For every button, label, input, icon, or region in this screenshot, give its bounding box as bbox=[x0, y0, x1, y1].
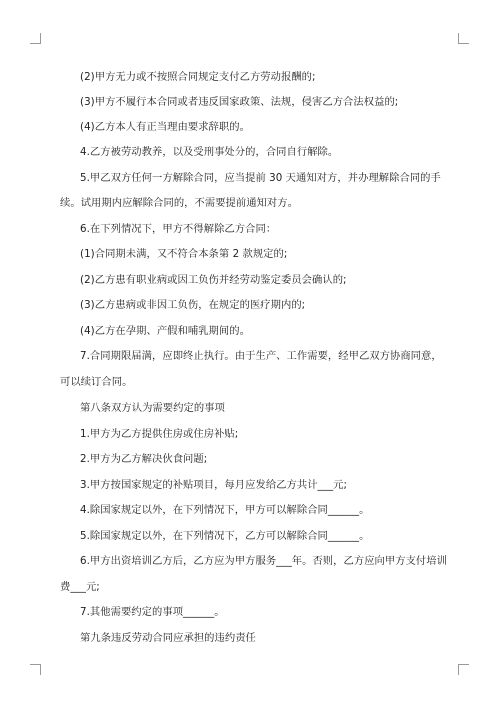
paragraph-line: (1)合同期未满，又不符合本条第 2 款规定的; bbox=[80, 248, 288, 260]
paragraph-line: (4)乙方在孕期、产假和哺乳期间的。 bbox=[80, 325, 250, 337]
paragraph-line: 7.合同期限届满，应即终止执行。由于生产、工作需要，经甲乙双方协商同意， bbox=[80, 350, 442, 362]
paragraph-line: 续。试用期内应解除合同的，不需要提前通知对方。 bbox=[60, 197, 298, 209]
section-heading: 第八条双方认为需要约定的事项 bbox=[80, 402, 225, 414]
paragraph-line: 6.在下列情况下，甲方不得解除乙方合同： bbox=[80, 223, 277, 235]
paragraph-line: 3.甲方按国家规定的补贴项目，每月应发给乙方共计___元; bbox=[80, 479, 348, 491]
paragraph-line: 2.甲方为乙方解决伙食问题; bbox=[80, 453, 208, 465]
paragraph-line: (3)乙方患病或非因工负伤，在规定的医疗期内的; bbox=[80, 299, 306, 311]
paragraph-line: (2)甲方无力或不按照合同规定支付乙方劳动报酬的; bbox=[80, 71, 316, 83]
section-heading: 第九条违反劳动合同应承担的违约责任 bbox=[80, 632, 256, 644]
paragraph-line: 4.除国家规定以外，在下列情况下，甲方可以解除合同______。 bbox=[80, 504, 370, 516]
crop-mark-bottom-left bbox=[30, 664, 41, 675]
paragraph-line: 1.甲方为乙方提供住房或住房补贴; bbox=[80, 428, 239, 440]
paragraph-line: 7.其他需要约定的事项______。 bbox=[80, 606, 225, 618]
paragraph-line: (4)乙方本人有正当理由要求辞职的。 bbox=[80, 121, 250, 133]
paragraph-line: 可以续订合同。 bbox=[60, 376, 133, 388]
paragraph-line: (2)乙方患有职业病或因工负伤并经劳动鉴定委员会确认的; bbox=[80, 274, 347, 286]
paragraph-line: 6.甲方出资培训乙方后，乙方应为甲方服务___年。否则，乙方应向甲方支付培训 bbox=[80, 555, 447, 567]
paragraph-line: 费___元; bbox=[60, 581, 100, 593]
crop-mark-top-left bbox=[30, 33, 41, 44]
paragraph-line: (3)甲方不履行本合同或者违反国家政策、法规，侵害乙方合法权益的; bbox=[80, 96, 399, 108]
paragraph-line: 5.除国家规定以外，在下列情况下，乙方可以解除合同______。 bbox=[80, 530, 370, 542]
crop-mark-top-right bbox=[458, 33, 469, 44]
crop-mark-bottom-right bbox=[458, 664, 469, 675]
paragraph-line: 4.乙方被劳动教养，以及受刑事处分的，合同自行解除。 bbox=[80, 146, 339, 158]
paragraph-line: 5.甲乙双方任何一方解除合同，应当提前 30 天通知对方，并办理解除合同的手 bbox=[80, 172, 441, 184]
